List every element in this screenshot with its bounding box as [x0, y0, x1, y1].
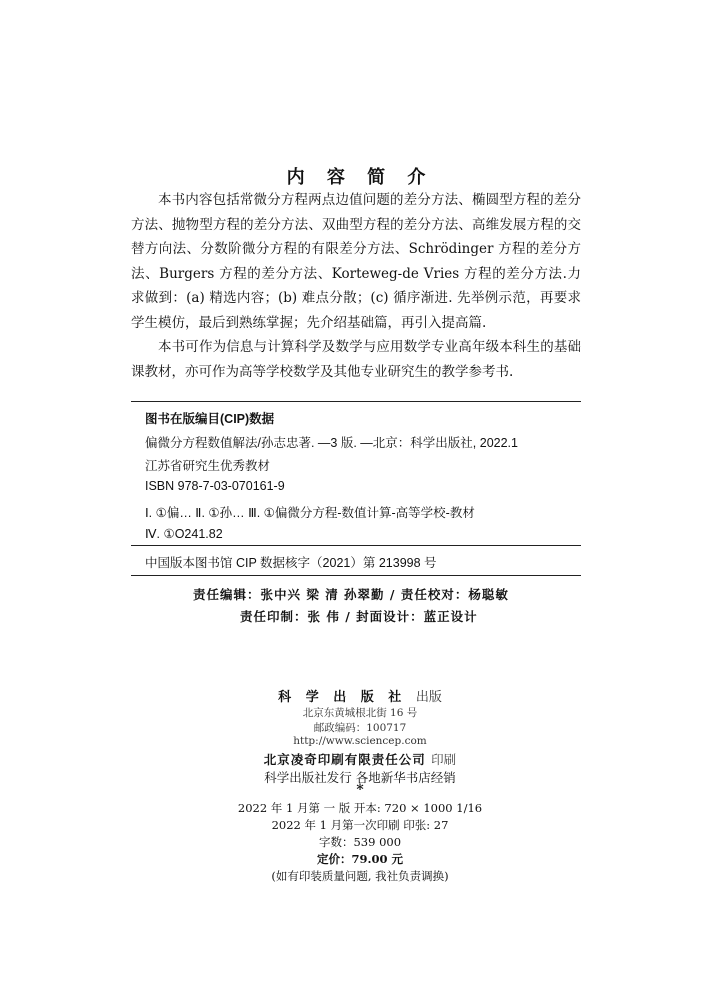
publisher-address: 北京东黄城根北街 16 号 — [302, 707, 418, 719]
editors-line-2: 责任印制：张 伟 / 封面设计：蓝正设计 — [240, 609, 478, 624]
printer-label: 北京凌奇印刷有限责任公司 — [263, 752, 426, 767]
distribution-line: 科学出版社发行 各地新华书店经销 — [264, 770, 456, 785]
cip-classification-2: Ⅳ. ①O241.82 — [145, 527, 223, 541]
publisher-name — [0, 686, 720, 705]
cip-record: 中国版本图书馆 CIP 数据核字（2021）第 213998 号 — [145, 556, 437, 570]
publisher-suffix: 出版 — [415, 690, 442, 705]
cip-line-1: 偏微分方程数值解法/孙志忠著. —3 版. —北京：科学出版社, 2022.1 — [145, 436, 518, 450]
summary-paragraph-2: 本书可作为信息与计算科学及数学与应用数学专业高年级本科生的基础课教材，亦可作为高等学校数学及其他专业研究生的教学参考书. — [131, 339, 581, 380]
edition-line: 2022 年 1 月第 一 版 开本: 720 × 1000 1/16 — [237, 801, 483, 815]
editors-line-1: 责任编辑：张中兴 梁 清 孙翠勤 / 责任校对：杨聪敏 — [193, 587, 509, 602]
divider-middle — [131, 545, 581, 546]
divider-top — [131, 401, 581, 402]
print-line: 2022 年 1 月第一次印刷 印张: 27 — [271, 818, 449, 832]
publisher-label: 科 学 出 版 社 — [278, 690, 407, 705]
word-count: 字数：539 000 — [318, 835, 402, 849]
cip-classification-1: Ⅰ. ①偏… Ⅱ. ①孙… Ⅲ. ①偏微分方程-数值计算-高等学校-教材 — [145, 506, 475, 520]
cip-heading: 图书在版编目(CIP)数据 — [145, 412, 275, 426]
summary-title: 内 容 简 介 — [286, 167, 434, 188]
quality-note: (如有印装质量问题, 我社负责调换) — [271, 869, 449, 883]
separator-star: * — [356, 782, 364, 798]
cip-isbn: ISBN 978-7-03-070161-9 — [145, 479, 285, 493]
cip-line-2: 江苏省研究生优秀教材 — [145, 459, 271, 473]
summary-paragraph-1: 本书内容包括常微分方程两点边值问题的差分方法、椭圆型方程的差分方法、抛物型方程的差分方法、双曲型方程的差分方法、高维发展方程的交替方向法、分数阶微分方程的有限差分方法、Schrödinger 方程的差分方法、Burgers 方程的差分方法、Korteweg-de Vries 方程的差分方法.力求做到：(a) 精选内容；(b) 难点分散；(c) 循序渐进. 先举例示范，再要求学生模仿，最后到熟练掌握；先介绍基础篇，再引入提高篇. — [131, 192, 581, 331]
publisher-postcode: 邮政编码：100717 — [313, 722, 407, 734]
printer-suffix: 印刷 — [431, 752, 457, 767]
price: 定价：79.00 元 — [316, 852, 403, 866]
printer-name — [0, 750, 720, 768]
publisher-website: http://www.sciencep.com — [293, 735, 427, 747]
summary-body — [131, 188, 581, 384]
divider-bottom — [131, 575, 581, 576]
